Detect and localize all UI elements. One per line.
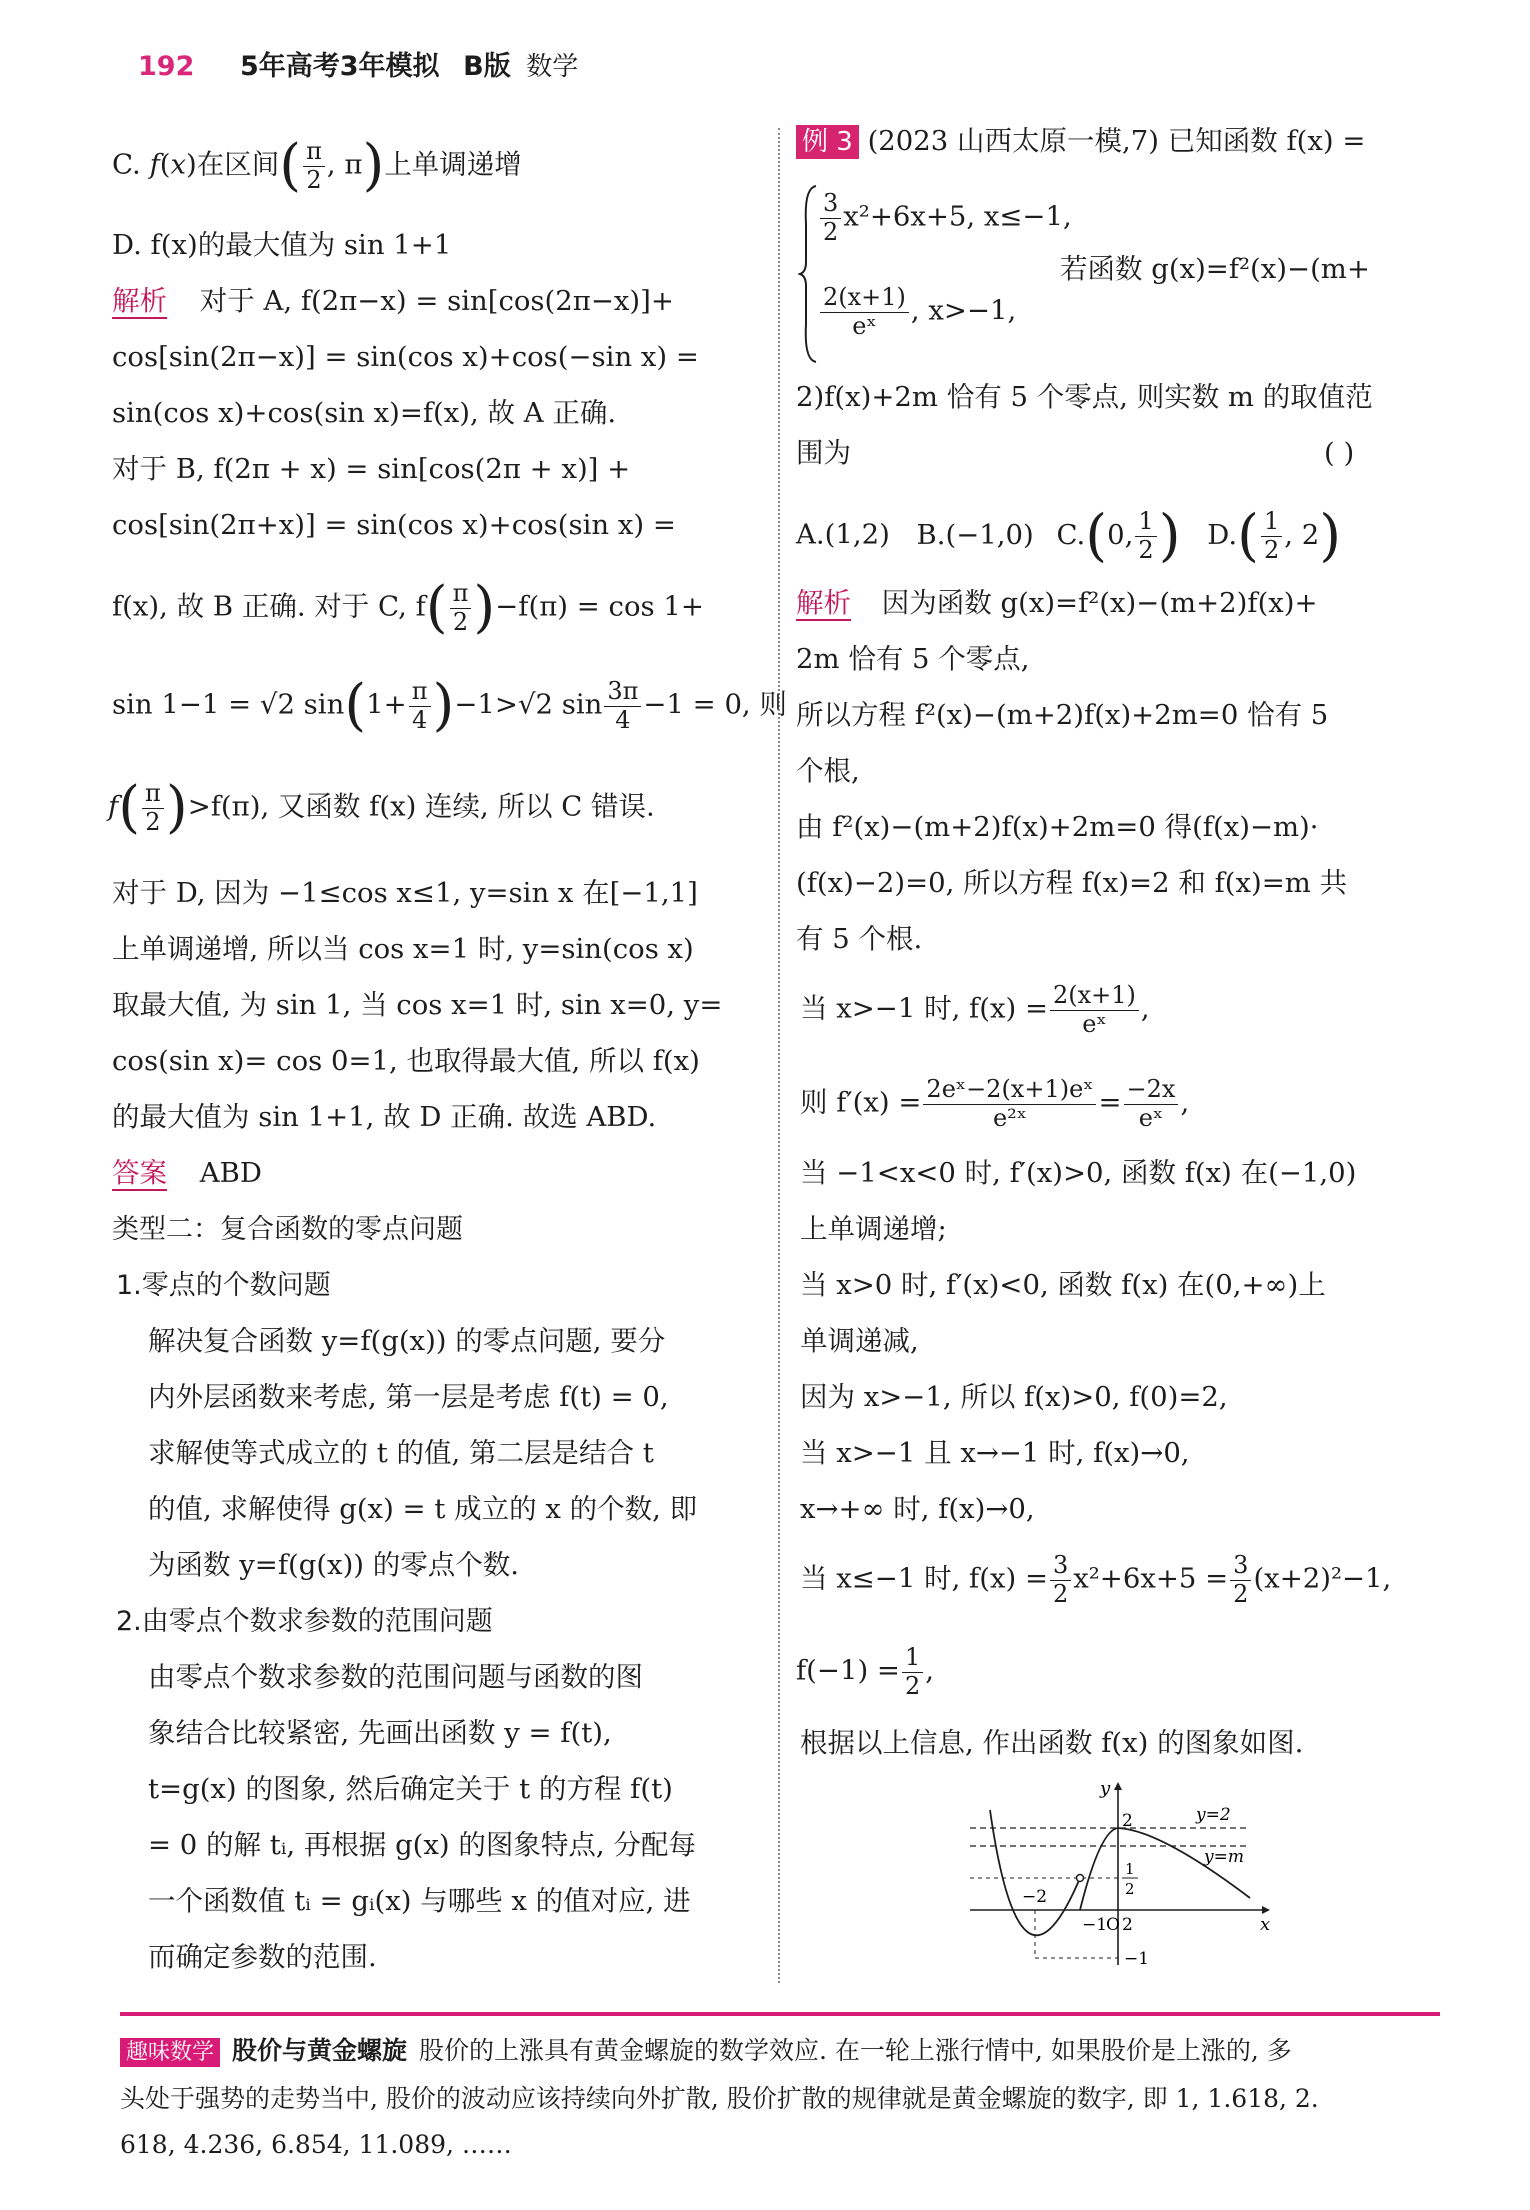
piecewise-brace — [798, 184, 820, 364]
analysis-tag: 解析 — [796, 587, 851, 619]
option-b: B.(−1,0) — [916, 518, 1034, 551]
solution-line: sin(cos x)+cos(sin x)=f(x), 故 A 正确. — [112, 397, 617, 429]
solution-line: 对于 D, 因为 −1≤cos x≤1, y=sin x 在[−1,1] — [112, 877, 698, 909]
paragraph-line: 内外层函数来考虑, 第一层是考虑 f(t) = 0, — [148, 1381, 669, 1413]
solution-line: f(−1) = $\frac{1}{2}$ , — [796, 1643, 934, 1700]
solution-line: 当 x>−1 且 x→−1 时, f(x)→0, — [800, 1437, 1190, 1469]
solution-line: 当 −1<x<0 时, f′(x)>0, 函数 f(x) 在(−1,0) — [800, 1157, 1357, 1189]
answer-line — [112, 1157, 262, 1189]
y-label: y — [1100, 1778, 1111, 1799]
origin-label: O — [1106, 1915, 1120, 1935]
solution-line: f( $\frac{\pi}{2}$ )>f(π), 又函数 f(x) 连续, 所以 C 错误. — [108, 775, 655, 841]
tick-2: 2 — [1122, 1811, 1133, 1831]
example-tag: 例 3 — [796, 125, 859, 159]
solution-line: sin 1−1 = √2 sin(1+ $\frac{\pi}{4}$ )−1>√2 sin $\frac{3\pi}{4}$ −1 = 0, 则 — [112, 673, 787, 739]
y-axis-arrow — [1114, 1782, 1122, 1790]
paragraph-line: 象结合比较紧密, 先画出函数 y = f(t), — [148, 1717, 612, 1749]
answer-tag: 答案 — [112, 1157, 167, 1189]
tick-neg2: −2 — [1022, 1887, 1048, 1907]
solution-line: 由 f²(x)−(m+2)f(x)+2m=0 得(f(x)−m)· — [796, 811, 1319, 843]
example-heading: 例 3 (2023 山西太原一模,7) 已知函数 f(x) = — [796, 128, 1365, 156]
curve-left-parabola — [990, 1810, 1080, 1935]
tick-2-lower: 2 — [1122, 1915, 1133, 1935]
fun-math-line: 趣味数学 股价与黄金螺旋 股价的上涨具有黄金螺旋的数学效应. 在一轮上涨行情中, 如果股价是上涨的, 多 — [120, 2028, 1440, 2076]
solution-line: 解析 对于 A, f(2π−x) = sin[cos(2π−x)]+ — [112, 285, 674, 317]
solution-line: 单调递减, — [800, 1325, 919, 1357]
book-title: 5年高考3年模拟 — [239, 51, 440, 82]
page-number: 192 — [138, 51, 195, 82]
solution-line: 2m 恰有 5 个零点, — [796, 643, 1030, 675]
solution-line: 取最大值, 为 sin 1, 当 cos x=1 时, sin x=0, y= — [112, 989, 723, 1021]
tick-neg1: −1 — [1082, 1915, 1108, 1935]
piecewise-case-2: $\frac{2(x+1)}{\text{eˣ}}$ , x>−1, — [818, 284, 1016, 340]
paragraph-line: 的值, 求解使得 g(x) = t 成立的 x 的个数, 即 — [148, 1493, 698, 1525]
solution-line: 对于 B, f(2π + x) = sin[cos(2π + x)] + — [112, 453, 631, 485]
solution-line: 上单调递增, 所以当 cos x=1 时, y=sin(cos x) — [112, 933, 694, 965]
section-heading: 类型二：复合函数的零点问题 — [112, 1214, 463, 1245]
piecewise-case-1: $\frac{3}{2}$ x²+6x+5, x≤−1, — [818, 190, 1072, 246]
option-d: D.( $\frac{1}{2}$ , 2) — [1207, 503, 1342, 569]
paragraph-line: 一个函数值 tᵢ = gᵢ(x) 与哪些 x 的值对应, 进 — [148, 1885, 691, 1917]
answer-blank: ( ) — [1324, 437, 1355, 469]
solution-line: cos(sin x)= cos 0=1, 也取得最大值, 所以 f(x) — [112, 1045, 700, 1077]
paragraph-line: 为函数 y=f(g(x)) 的零点个数. — [148, 1549, 520, 1581]
curve-right-branch — [1080, 1828, 1250, 1910]
solution-line: 当 x>−1 时, f(x) = $\frac{2(x+1)}{\text{eˣ}}$ , — [800, 981, 1150, 1038]
solution-line: (f(x)−2)=0, 所以方程 f(x)=2 和 f(x)=m 共 — [796, 867, 1348, 899]
label-ym: y=m — [1204, 1847, 1244, 1867]
paragraph-line: 由零点个数求参数的范围问题与函数的图 — [148, 1661, 643, 1693]
subsection-heading: 1.零点的个数问题 — [116, 1270, 331, 1301]
statement-line: 若函数 g(x)=f²(x)−(m+ — [1060, 253, 1370, 285]
fun-math-box — [120, 2012, 1440, 2168]
solution-line: 所以方程 f²(x)−(m+2)f(x)+2m=0 恰有 5 — [796, 699, 1329, 731]
x-label: x — [1260, 1914, 1271, 1935]
solution-line: 则 f′(x) = $\frac{\text{2eˣ−2(x+1)eˣ}}{\text{e²ˣ}}$ = $\frac{-2x}{\text{eˣ}}$ , — [800, 1075, 1190, 1132]
subsection-heading: 2.由零点个数求参数的范围问题 — [116, 1606, 493, 1637]
solution-line: cos[sin(2π+x)] = sin(cos x)+cos(sin x) = — [112, 509, 676, 541]
column-divider — [778, 128, 780, 1983]
statement-line: 2)f(x)+2m 恰有 5 个零点, 则实数 m 的取值范 — [796, 381, 1373, 413]
answer-options — [796, 503, 1342, 569]
statement-line: 围为 ( ) — [796, 437, 1355, 469]
solution-line: 个根, — [796, 755, 860, 787]
solution-line: 有 5 个根. — [796, 923, 923, 955]
fun-math-title: 股价与黄金螺旋 — [232, 2036, 408, 2065]
option-a: A.(1,2) — [796, 518, 890, 551]
tick-half-den: 2 — [1125, 1880, 1135, 1898]
subject: 数学 — [526, 52, 579, 82]
function-graph — [960, 1770, 1280, 1970]
solution-line: 因为 x>−1, 所以 f(x)>0, f(0)=2, — [800, 1381, 1228, 1413]
fun-math-line: 618, 4.236, 6.854, 11.089, …… — [120, 2130, 512, 2159]
fun-math-tag: 趣味数学 — [120, 2038, 220, 2067]
analysis-tag: 解析 — [112, 285, 167, 317]
solution-line: 根据以上信息, 作出函数 f(x) 的图象如图. — [800, 1727, 1304, 1759]
tick-half-num: 1 — [1125, 1860, 1135, 1878]
solution-line: 解析 因为函数 g(x)=f²(x)−(m+2)f(x)+ — [796, 587, 1318, 619]
solution-line: 当 x>0 时, f′(x)<0, 函数 f(x) 在(0,+∞)上 — [800, 1269, 1326, 1301]
option-c: C.(0, $\frac{1}{2}$ ) — [1056, 503, 1181, 569]
x-axis-arrow — [1262, 1906, 1270, 1914]
answer-value: ABD — [199, 1157, 262, 1189]
paragraph-line: 而确定参数的范围. — [148, 1941, 377, 1973]
page-header — [138, 44, 578, 83]
paragraph-line: t=g(x) 的图象, 然后确定关于 t 的方程 f(t) — [148, 1773, 673, 1805]
fraction: $\frac{\pi}{2}$ — [303, 138, 325, 194]
edition: B版 — [463, 51, 511, 82]
paragraph-line: 求解使等式成立的 t 的值, 第二层是结合 t — [148, 1437, 654, 1469]
fun-math-line: 头处于强势的走势当中, 股价的波动应该持续向外扩散, 股价扩散的规律就是黄金螺旋的数字, 即 1, 1.618, 2. — [120, 2084, 1319, 2113]
tick-minus1: −1 — [1124, 1949, 1150, 1969]
label-y2: y=2 — [1196, 1805, 1231, 1825]
solution-line: 当 x≤−1 时, f(x) = $\frac{3}{2}$ x²+6x+5 = $\frac{3}{2}$ (x+2)²−1, — [800, 1551, 1392, 1608]
option-c: C. f(x)在区间( $\frac{\pi}{2}$ , π)上单调递增 — [112, 133, 522, 199]
solution-line: 的最大值为 sin 1+1, 故 D 正确. 故选 ABD. — [112, 1101, 657, 1133]
option-d: D. f(x)的最大值为 sin 1+1 — [112, 229, 452, 261]
solution-line: x→+∞ 时, f(x)→0, — [800, 1493, 1035, 1525]
paragraph-line: = 0 的解 tᵢ, 再根据 g(x) 的图象特点, 分配每 — [148, 1829, 696, 1861]
paragraph-line: 解决复合函数 y=f(g(x)) 的零点问题, 要分 — [148, 1325, 666, 1357]
solution-line: cos[sin(2π−x)] = sin(cos x)+cos(−sin x) = — [112, 341, 699, 373]
point-minus1-half — [1077, 1875, 1084, 1882]
solution-line: f(x), 故 B 正确. 对于 C, f( $\frac{\pi}{2}$ )−f(π) = cos 1+ — [112, 575, 704, 641]
solution-line: 上单调递增; — [800, 1213, 947, 1245]
